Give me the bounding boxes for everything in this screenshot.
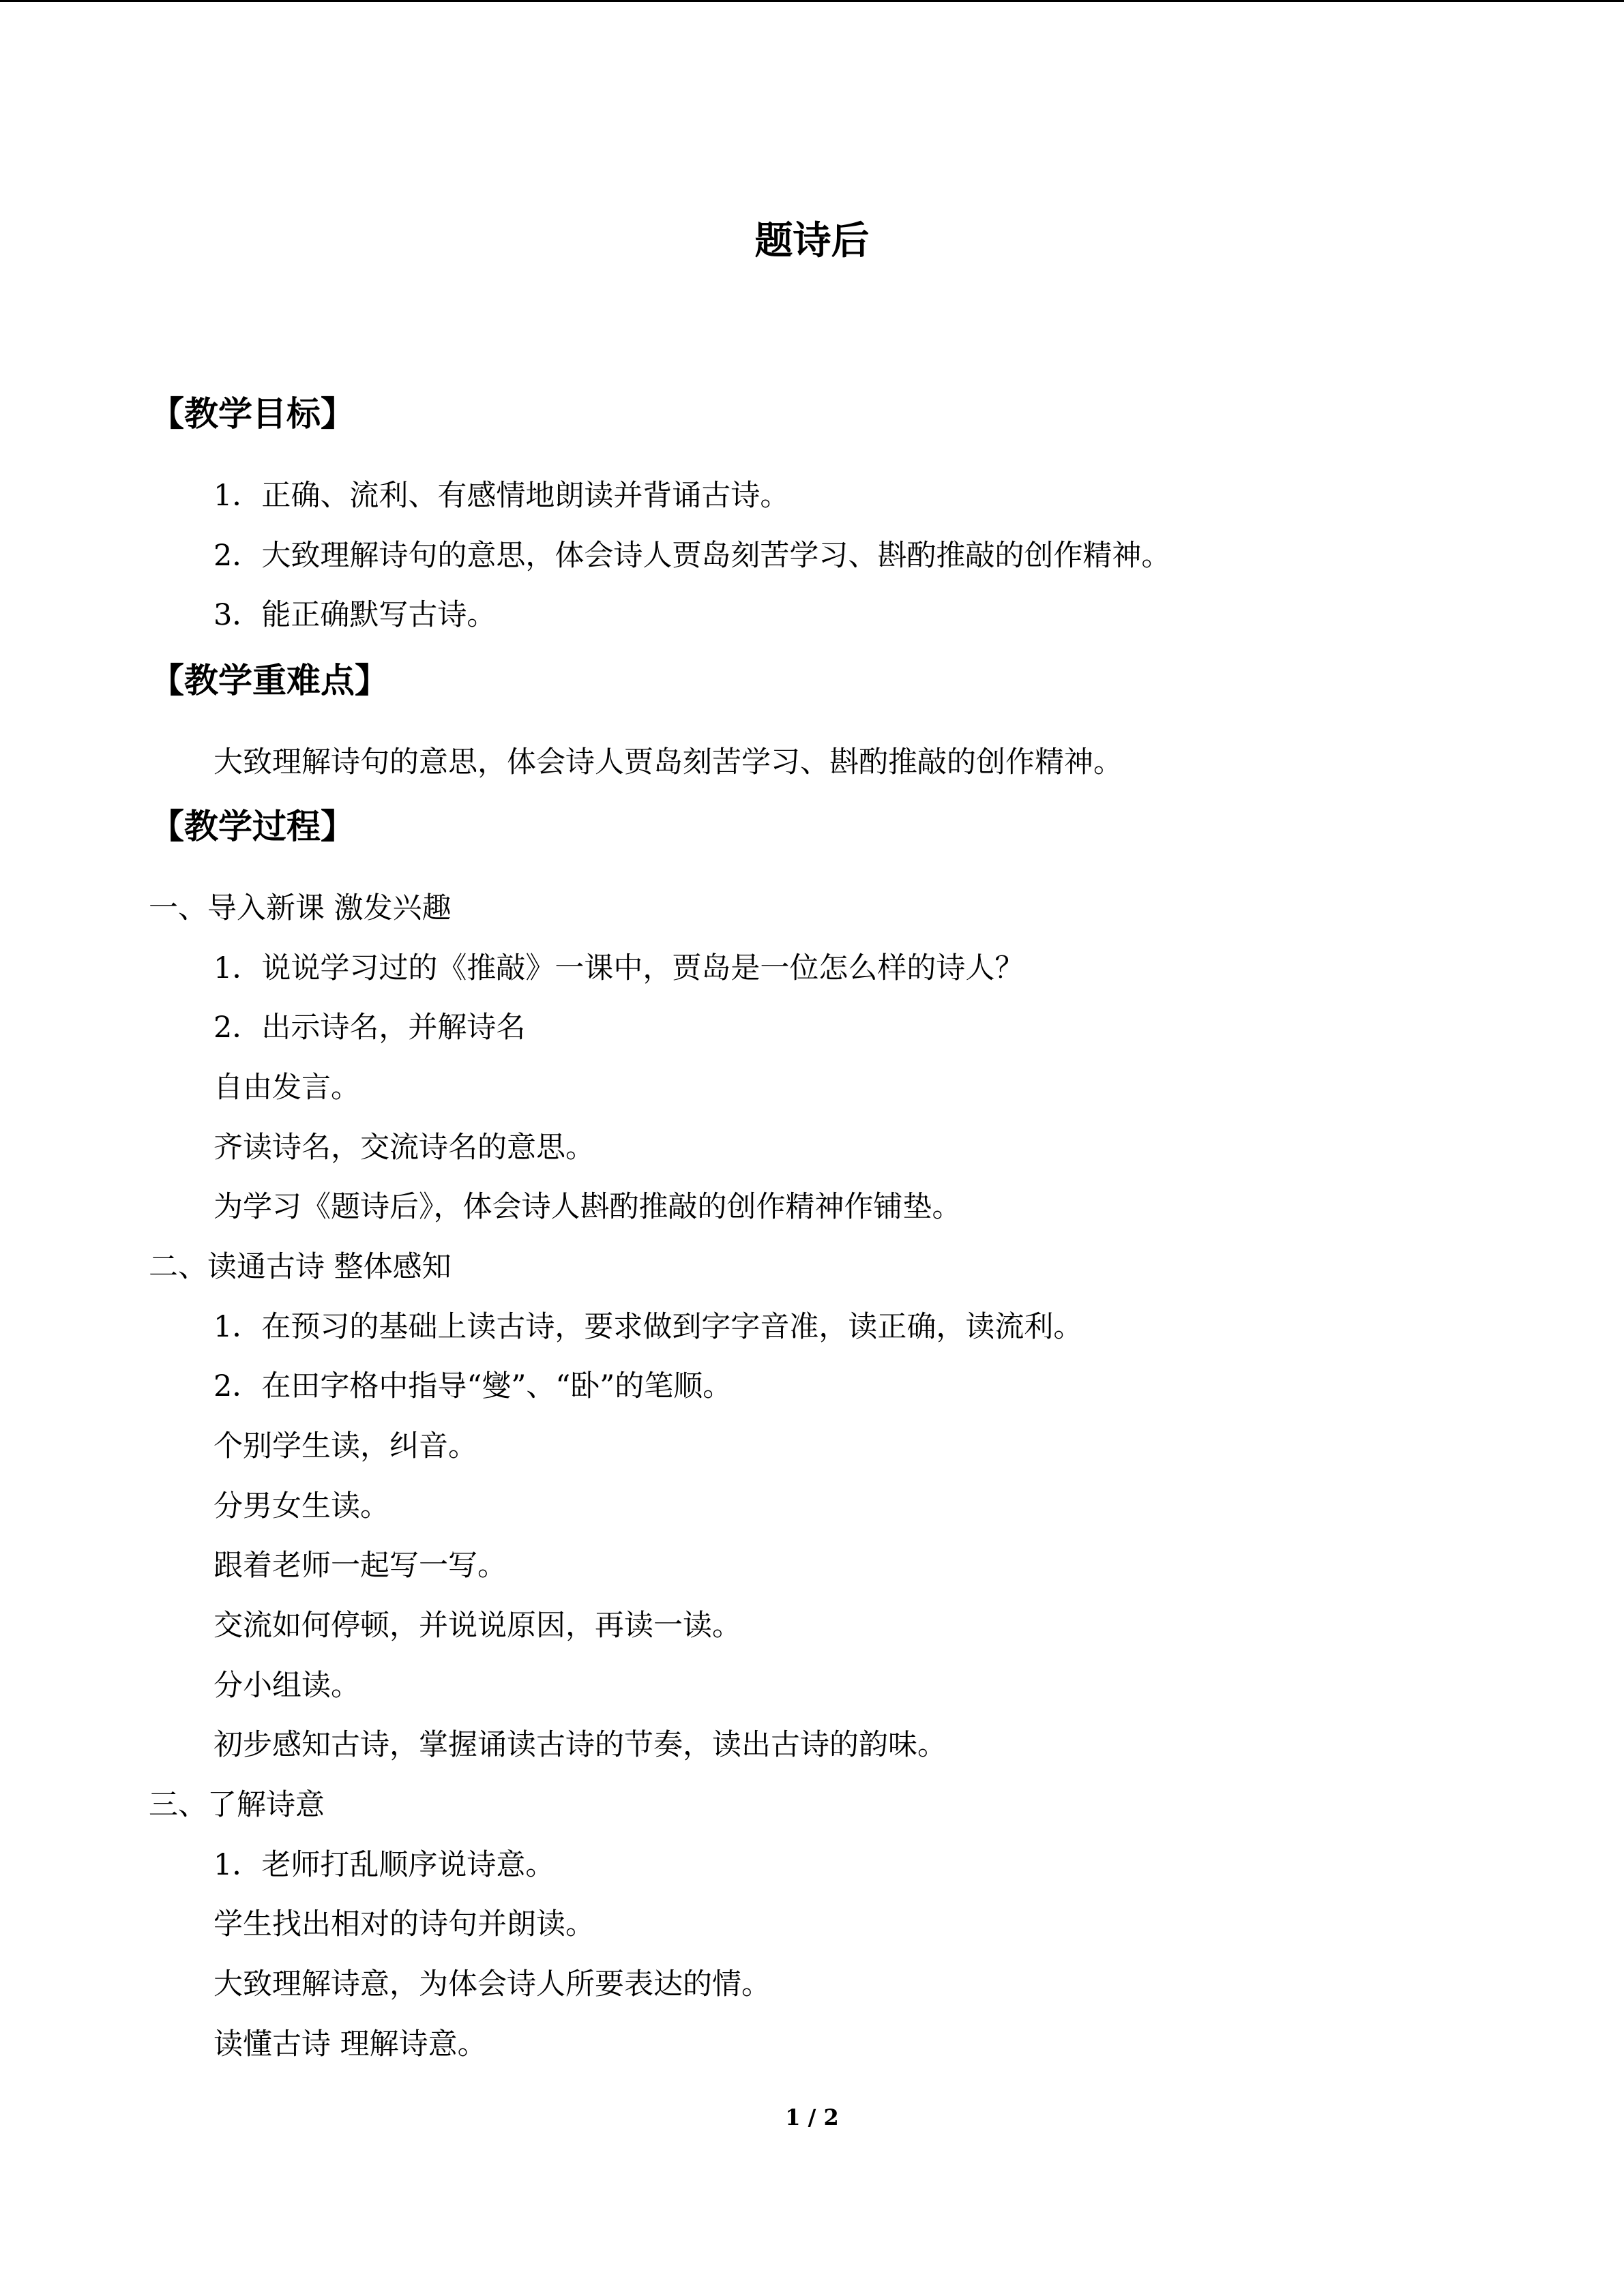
document-title: 题诗后	[754, 218, 870, 263]
section-heading-goals: 【教学目标】	[150, 393, 355, 434]
goal-item: 3．能正确默写古诗。	[213, 598, 497, 632]
process-line: 为学习《题诗后》，体会诗人斟酌推敲的创作精神作铺垫。	[213, 1190, 962, 1224]
goal-item: 2．大致理解诗句的意思，体会诗人贾岛刻苦学习、斟酌推敲的创作精神。	[213, 539, 1171, 573]
goal-item: 1．正确、流利、有感情地朗读并背诵古诗。	[213, 479, 790, 513]
page-number: 1 / 2	[785, 2104, 839, 2130]
process-line: 大致理解诗意，为体会诗人所要表达的情。	[213, 1967, 771, 2001]
process-line: 自由发言。	[213, 1071, 360, 1105]
process-part-title: 三、了解诗意	[149, 1788, 325, 1822]
process-line: 跟着老师一起写一写。	[213, 1549, 507, 1583]
key-points-text: 大致理解诗句的意思，体会诗人贾岛刻苦学习、斟酌推敲的创作精神。	[213, 745, 1123, 779]
process-line: 读懂古诗 理解诗意。	[213, 2027, 487, 2061]
process-part-title: 二、读通古诗 整体感知	[149, 1250, 452, 1284]
process-line: 1．说说学习过的《推敲》一课中，贾岛是一位怎么样的诗人？	[213, 951, 1024, 985]
process-line: 个别学生读，纠音。	[213, 1429, 477, 1463]
section-heading-key-points: 【教学重难点】	[150, 660, 389, 700]
process-part-title: 一、导入新课 激发兴趣	[149, 891, 452, 925]
page-top-border	[0, 0, 1624, 2]
section-heading-process: 【教学过程】	[150, 806, 355, 846]
process-line: 1．老师打乱顺序说诗意。	[213, 1848, 555, 1882]
process-line: 分小组读。	[213, 1669, 360, 1703]
process-line: 2．出示诗名，并解诗名	[213, 1011, 526, 1045]
process-line: 学生找出相对的诗句并朗读。	[213, 1907, 595, 1941]
process-line: 交流如何停顿，并说说原因，再读一读。	[213, 1609, 741, 1643]
process-line: 2．在田字格中指导“燮”、“卧”的笔顺。	[213, 1369, 733, 1403]
process-line: 分男女生读。	[213, 1489, 389, 1523]
process-line: 1．在预习的基础上读古诗，要求做到字字音准，读正确，读流利。	[213, 1310, 1083, 1344]
process-line: 初步感知古诗，掌握诵读古诗的节奏，读出古诗的韵味。	[213, 1728, 947, 1762]
process-line: 齐读诗名，交流诗名的意思。	[213, 1131, 595, 1165]
